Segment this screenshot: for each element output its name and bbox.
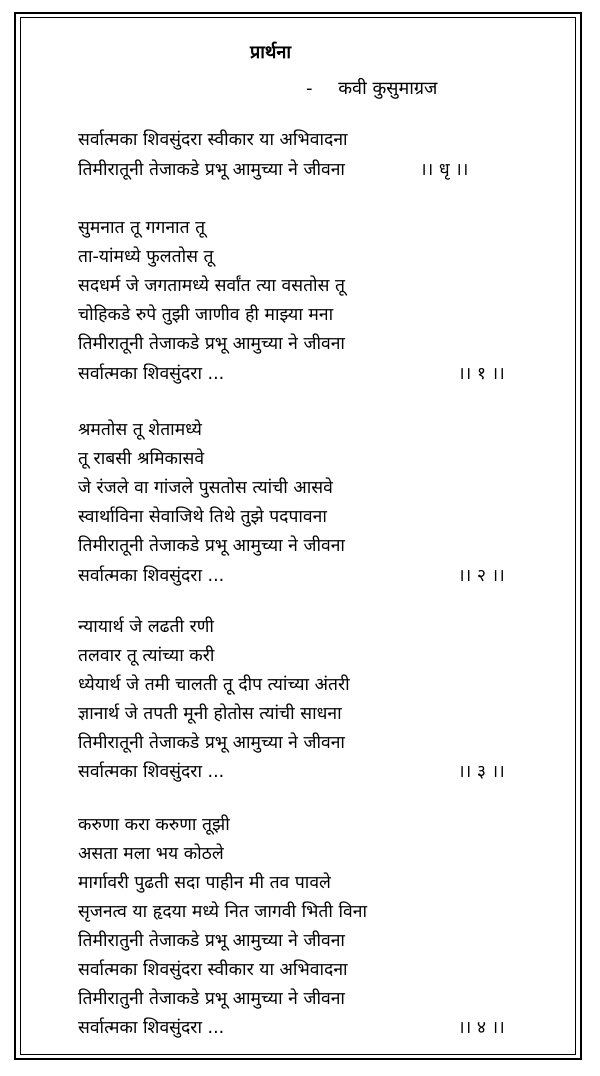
stanza-4-line: करुणा करा करुणा तूझी (78, 815, 230, 835)
stanza-4-line: सर्वात्मका शिवसुंदरा ... (78, 1018, 225, 1038)
stanza-1-line: तिमीरातूनी तेजाकडे प्रभू आमुच्या ने जीवना (78, 334, 345, 354)
stanza-2-line: स्वार्थाविना सेवाजिथे तिथे तुझे पदपावना (78, 507, 327, 527)
stanza-2-line: तू राबसी श्रमिकासवे (78, 449, 205, 469)
stanza-1-marker: ।। १ ।। (458, 364, 505, 384)
intro-line: सर्वात्मका शिवसुंदरा स्वीकार या अभिवादना (78, 130, 348, 150)
stanza-4-marker: ।। ४ ।। (458, 1018, 505, 1038)
stanza-4-line: असता मला भय कोठले (78, 844, 224, 864)
author-dash: - (306, 78, 313, 99)
poem-title: प्रार्थना (250, 42, 292, 63)
stanza-3-line: ज्ञानार्थ जे तपती मूनी होतोस त्यांची साधना (78, 704, 342, 724)
refrain-marker: ।। धृ ।। (420, 160, 469, 180)
stanza-1-line: सर्वात्मका शिवसुंदरा ... (78, 364, 225, 384)
stanza-3-marker: ।। ३ ।। (458, 762, 505, 782)
stanza-3-line: तलवार तू त्यांच्या करी (78, 646, 215, 666)
stanza-1-line: ता-यांमध्ये फुलतोस तू (78, 247, 214, 267)
stanza-3-line: तिमीरातूनी तेजाकडे प्रभू आमुच्या ने जीवना (78, 733, 345, 753)
stanza-2-line: श्रमतोस तू शेतामध्ये (78, 420, 202, 440)
stanza-4-line: सर्वात्मका शिवसुंदरा स्वीकार या अभिवादना (78, 960, 348, 980)
stanza-1-line: सुमनात तू गगनात तू (78, 218, 206, 238)
stanza-3-line: सर्वात्मका शिवसुंदरा ... (78, 762, 225, 782)
stanza-4-line: तिमीरातुनी तेजाकडे प्रभू आमुच्या ने जीवना (78, 989, 345, 1009)
stanza-2-line: तिमीरातूनी तेजाकडे प्रभू आमुच्या ने जीवना (78, 536, 345, 556)
poem-author (306, 76, 437, 100)
author-name: कवी कुसुमाग्रज (338, 78, 438, 99)
stanza-1-line: चोहिकडे रुपे तुझी जाणीव ही माझ्या मना (78, 305, 334, 325)
stanza-2-line: सर्वात्मका शिवसुंदरा ... (78, 566, 225, 586)
stanza-3-line: न्यायार्थ जे लढती रणी (78, 617, 214, 637)
intro-line: तिमीरातूनी तेजाकडे प्रभू आमुच्या ने जीवना (78, 160, 345, 180)
stanza-1-line: सदधर्म जे जगतामध्ये सर्वांत त्या वसतोस तू (78, 276, 345, 296)
stanza-2-line: जे रंजले वा गांजले पुसतोस त्यांची आसवे (78, 478, 333, 498)
stanza-3-line: ध्येयार्थ जे तमी चालती तू दीप त्यांच्या अंतरी (78, 675, 350, 695)
stanza-4-line: सृजनत्व या हृदया मध्ये नित जागवी भिती विना (78, 902, 368, 922)
stanza-4-line: तिमीरातुनी तेजाकडे प्रभू आमुच्या ने जीवना (78, 931, 345, 951)
stanza-2-marker: ।। २ ।। (458, 566, 505, 586)
stanza-4-line: मार्गावरी पुढती सदा पाहीन मी तव पावले (78, 873, 331, 893)
